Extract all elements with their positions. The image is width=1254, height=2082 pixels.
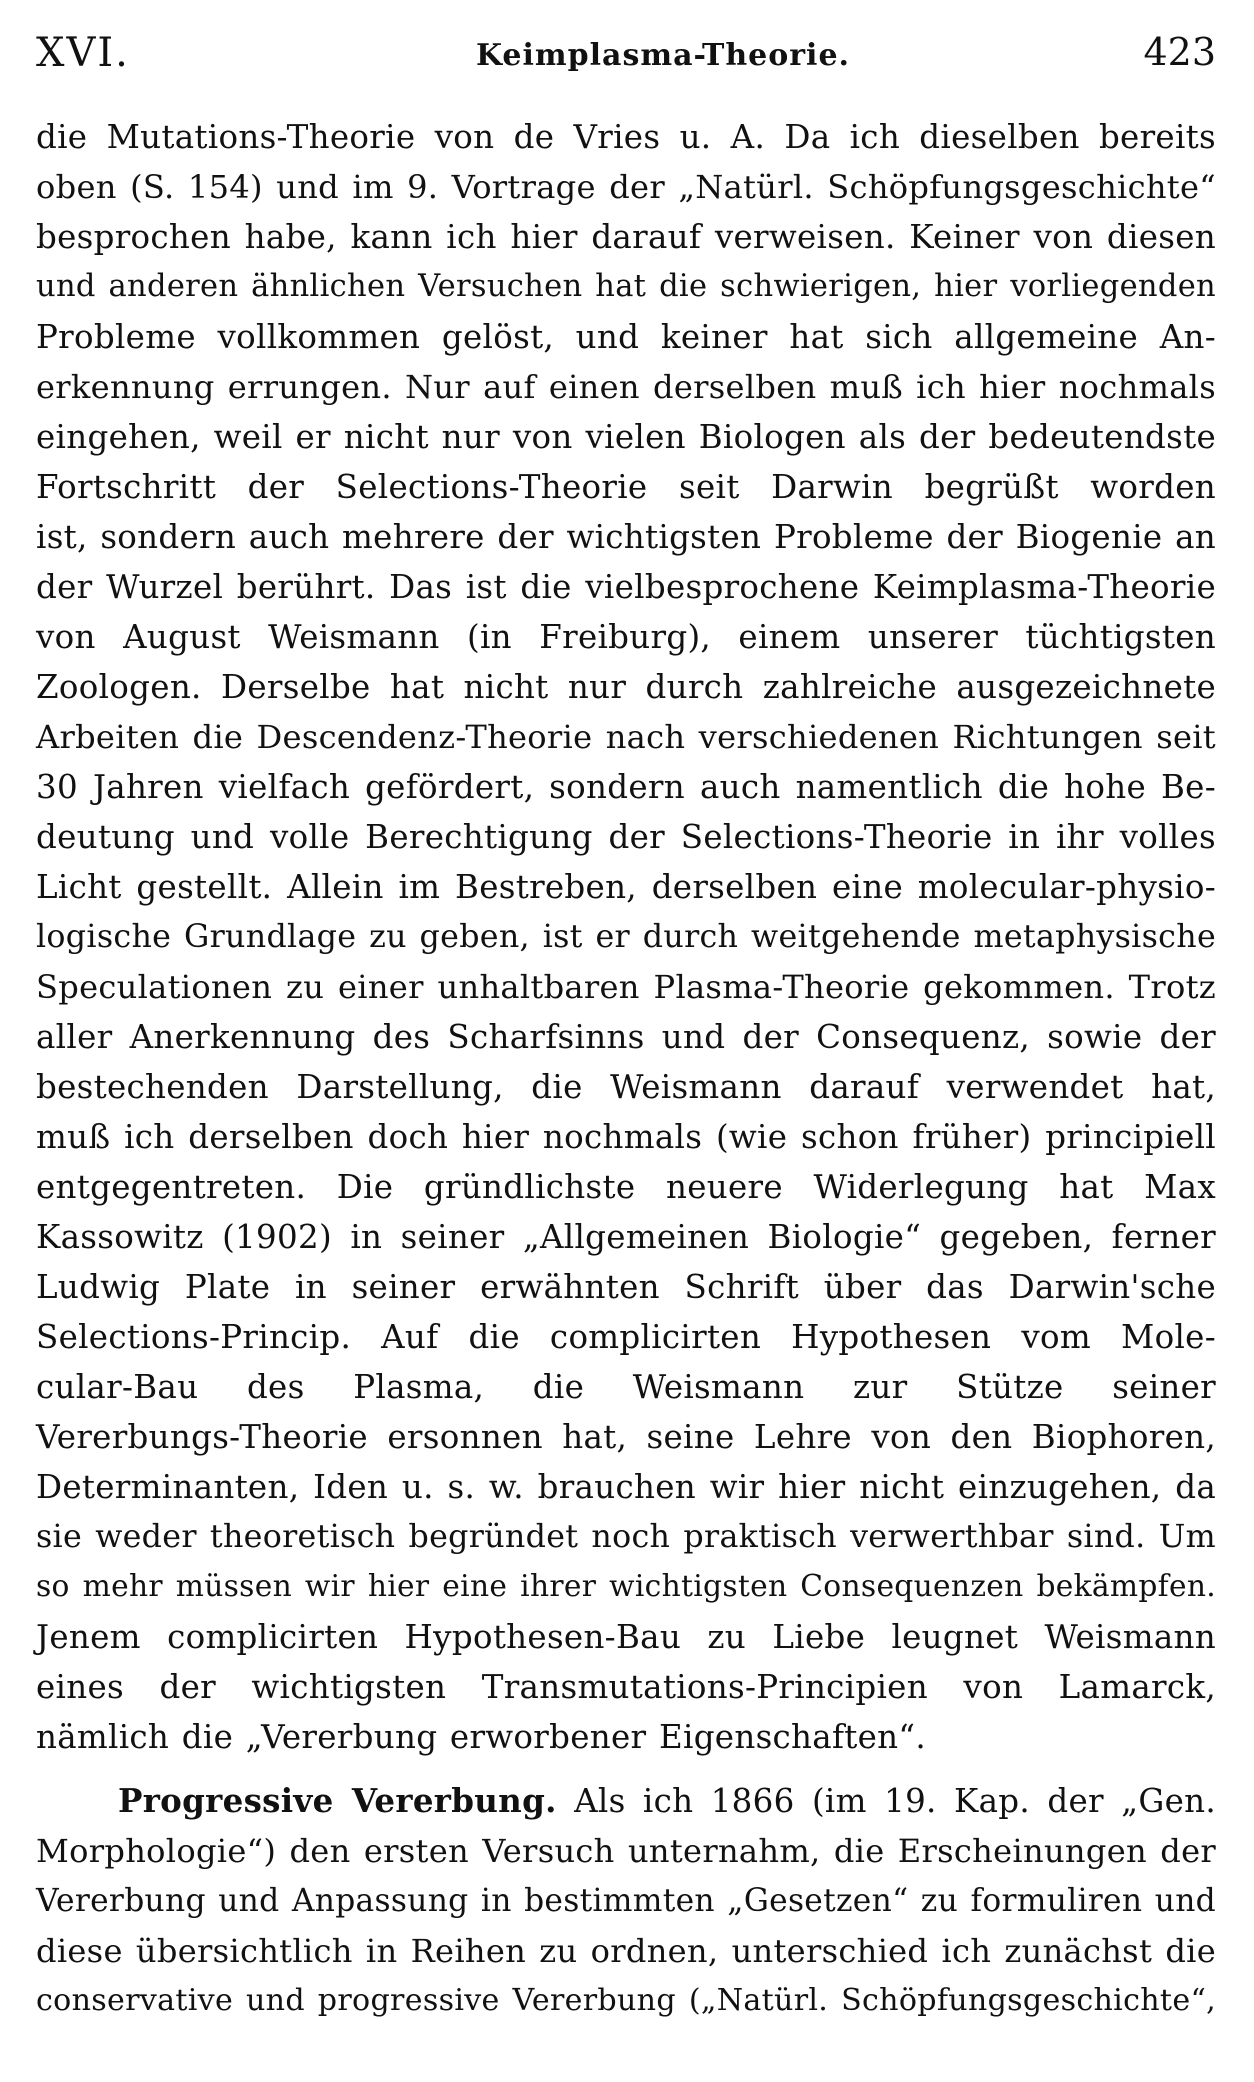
text-line: Kassowitz (1902) in seiner „Allgemeinen Biologie“ gegeben, ferner	[36, 1218, 1216, 1256]
text-line: cular-Bau des Plasma, die Weismann zur Stütze seiner	[36, 1368, 1216, 1406]
paragraph-gap	[36, 1762, 1216, 1776]
text-line: aller Anerkennung des Scharfsinns und der Consequenz, sowie der	[36, 1018, 1216, 1056]
text-line: der Wurzel berührt. Das ist die vielbesprochene Keimplasma-Theorie	[36, 568, 1216, 606]
text-line: erkennung errungen. Nur auf einen derselben muß ich hier nochmals	[36, 368, 1216, 406]
paragraph	[36, 112, 1216, 1762]
text-line: Arbeiten die Descendenz-Theorie nach verschiedenen Richtungen seit	[36, 718, 1216, 756]
running-title: Keimplasma-Theorie.	[476, 38, 850, 73]
text-line: Zoologen. Derselbe hat nicht nur durch zahlreiche ausgezeichnete	[36, 668, 1216, 706]
heading-line-text: Als ich 1866 (im 19. Kap. der „Gen.	[574, 1782, 1216, 1820]
text-line: logische Grundlage zu geben, ist er durch weitgehende metaphysische	[36, 919, 1216, 955]
text-line: Determinanten, Iden u. s. w. brauchen wir hier nicht einzugehen, da	[36, 1468, 1216, 1506]
text-line: Speculationen zu einer unhaltbaren Plasma-Theorie gekommen. Trotz	[36, 968, 1216, 1006]
page-header	[36, 30, 1216, 90]
text-line: Vererbungs-Theorie ersonnen hat, seine Lehre von den Biophoren,	[36, 1418, 1216, 1456]
text-line: Ludwig Plate in seiner erwähnten Schrift über das Darwin'sche	[36, 1268, 1216, 1306]
text-line	[36, 1776, 1216, 1826]
text-line: 30 Jahren vielfach gefördert, sondern auch namentlich die hohe Be-	[36, 768, 1216, 806]
text-line: Vererbung und Anpassung in bestimmten „Gesetzen“ zu formuliren und	[36, 1883, 1216, 1919]
text-line: Probleme vollkommen gelöst, und keiner hat sich allgemeine An-	[36, 318, 1216, 356]
text-line: bestechenden Darstellung, die Weismann darauf verwendet hat,	[36, 1068, 1216, 1106]
text-line: deutung und volle Berechtigung der Selections-Theorie in ihr volles	[36, 818, 1216, 856]
text-line: eingehen, weil er nicht nur von vielen Biologen als der bedeutendste	[36, 418, 1216, 456]
text-line: Licht gestellt. Allein im Bestreben, derselben eine molecular-physio-	[36, 868, 1216, 906]
text-line: Jenem complicirten Hypothesen-Bau zu Liebe leugnet Weismann	[36, 1618, 1216, 1656]
text-line: Morphologie“) den ersten Versuch unternahm, die Erscheinungen der	[36, 1832, 1216, 1870]
chapter-number: XVI.	[36, 30, 130, 76]
text-line: nämlich die „Vererbung erworbener Eigenschaften“.	[36, 1718, 926, 1756]
text-line: so mehr müssen wir hier eine ihrer wichtigsten Consequenzen bekämpfen.	[36, 1569, 1216, 1604]
text-line: muß ich derselben doch hier nochmals (wie schon früher) principiell	[36, 1118, 1216, 1156]
text-line: besprochen habe, kann ich hier darauf verweisen. Keiner von diesen	[36, 218, 1216, 256]
text-line: und anderen ähnlichen Versuchen hat die schwierigen, hier vorliegenden	[36, 269, 1216, 304]
text-line: diese übersichtlich in Reihen zu ordnen, unterschied ich zunächst die	[36, 1932, 1216, 1970]
text-line: ist, sondern auch mehrere der wichtigsten Probleme der Biogenie an	[36, 518, 1216, 556]
text-line: Fortschritt der Selections-Theorie seit Darwin begrüßt worden	[36, 468, 1216, 506]
page-number: 423	[1143, 30, 1216, 74]
text-line: eines der wichtigsten Transmutations-Principien von Lamarck,	[36, 1668, 1216, 1706]
text-line: von August Weismann (in Freiburg), einem unserer tüchtigsten	[36, 618, 1216, 656]
section-heading: Progressive Vererbung.	[118, 1781, 557, 1820]
text-line: sie weder theoretisch begründet noch praktisch verwerthbar sind. Um	[36, 1519, 1216, 1555]
text-line: Selections-Princip. Auf die complicirten Hypothesen vom Mole-	[36, 1318, 1216, 1356]
paragraph	[36, 1776, 1216, 2026]
text-line: conservative und progressive Vererbung („Natürl. Schöpfungsgeschichte“,	[36, 1983, 1216, 2018]
page-body	[36, 112, 1216, 2026]
text-line: entgegentreten. Die gründlichste neuere Widerlegung hat Max	[36, 1168, 1216, 1206]
text-line: oben (S. 154) und im 9. Vortrage der „Natürl. Schöpfungsgeschichte“	[36, 168, 1216, 206]
text-line: die Mutations-Theorie von de Vries u. A. Da ich dieselben bereits	[36, 118, 1216, 156]
